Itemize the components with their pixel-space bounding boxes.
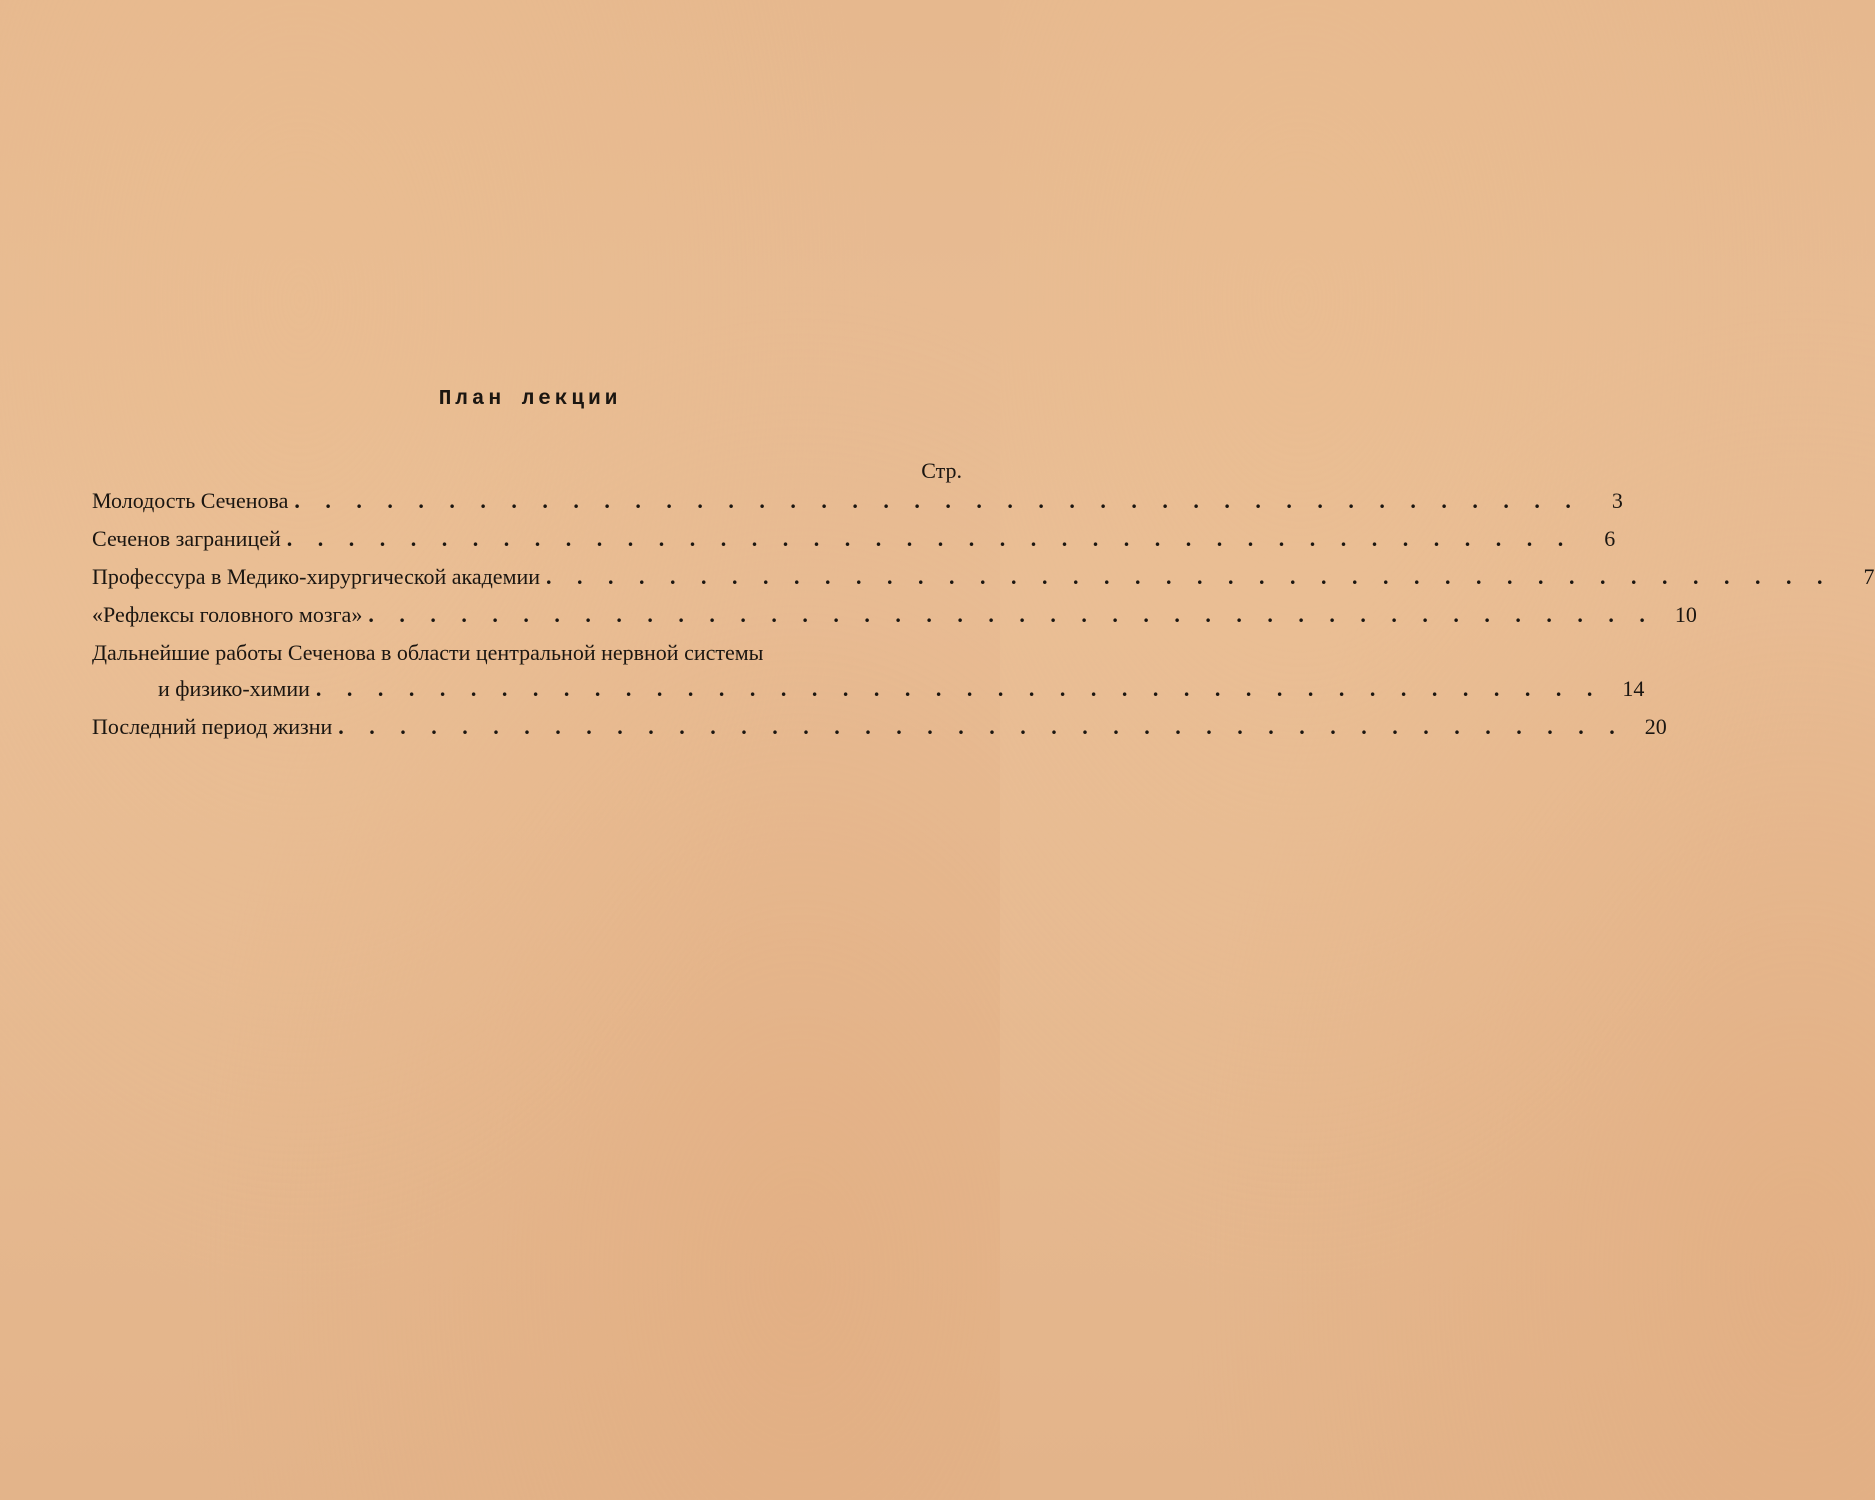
dot-leader: . . . . . . . . . . . . . . . . . . . . . . . . . . . . . . . . . . . . . . . . . . <box>286 526 1574 551</box>
toc-entry-page: 20 <box>1644 714 1667 739</box>
toc-entry <box>92 640 964 676</box>
toc-entry <box>92 676 1645 714</box>
toc-entry-page: 6 <box>1604 526 1616 551</box>
toc-entry-page: 14 <box>1622 676 1645 701</box>
toc-entry <box>92 602 1697 640</box>
toc-entry-title: Последний период жизни <box>92 714 333 739</box>
dot-leader: . . . . . . . . . . . . . . . . . . . . . . . . . . . . . . . . . . . . . . . . . . <box>294 488 1581 513</box>
toc-entry-page: 3 <box>1611 488 1623 513</box>
toc-entry <box>92 564 1875 602</box>
toc-entry-page: 10 <box>1674 602 1697 627</box>
toc-entry-title: и физико-химии <box>158 676 310 701</box>
toc-entry-title: Молодость Сеченова <box>92 488 289 513</box>
toc-entry-title: Сеченов заграницей <box>92 526 281 551</box>
table-of-contents <box>92 488 1875 752</box>
toc-entry <box>92 526 1616 564</box>
dot-leader: . . . . . . . . . . . . . . . . . . . . . . . . . . . . . . . . . . . . . . . . . . <box>368 602 1655 627</box>
toc-entry <box>92 488 1623 526</box>
page-column-label: Стр. <box>921 458 962 483</box>
dot-leader: . . . . . . . . . . . . . . . . . . . . . . . . . . . . . . . . . . . . . . . . . . <box>338 714 1625 739</box>
dot-leader: . . . . . . . . . . . . . . . . . . . . . . . . . . . . . . . . . . . . . . . . . . <box>315 676 1603 701</box>
toc-entry-title: Профессура в Медико-хирургической академии <box>92 564 541 589</box>
toc-entry-title: «Рефлексы головного мозга» <box>92 602 363 627</box>
toc-entry-page: 7 <box>1863 564 1875 589</box>
dot-leader: . . . . . . . . . . . . . . . . . . . . . . . . . . . . . . . . . . . . . . . . . . <box>546 564 1833 589</box>
toc-entry <box>92 714 1667 752</box>
page-title: План лекции <box>438 388 622 411</box>
toc-entry-title: Дальнейшие работы Сеченова в области центральной нервной системы <box>92 640 764 665</box>
